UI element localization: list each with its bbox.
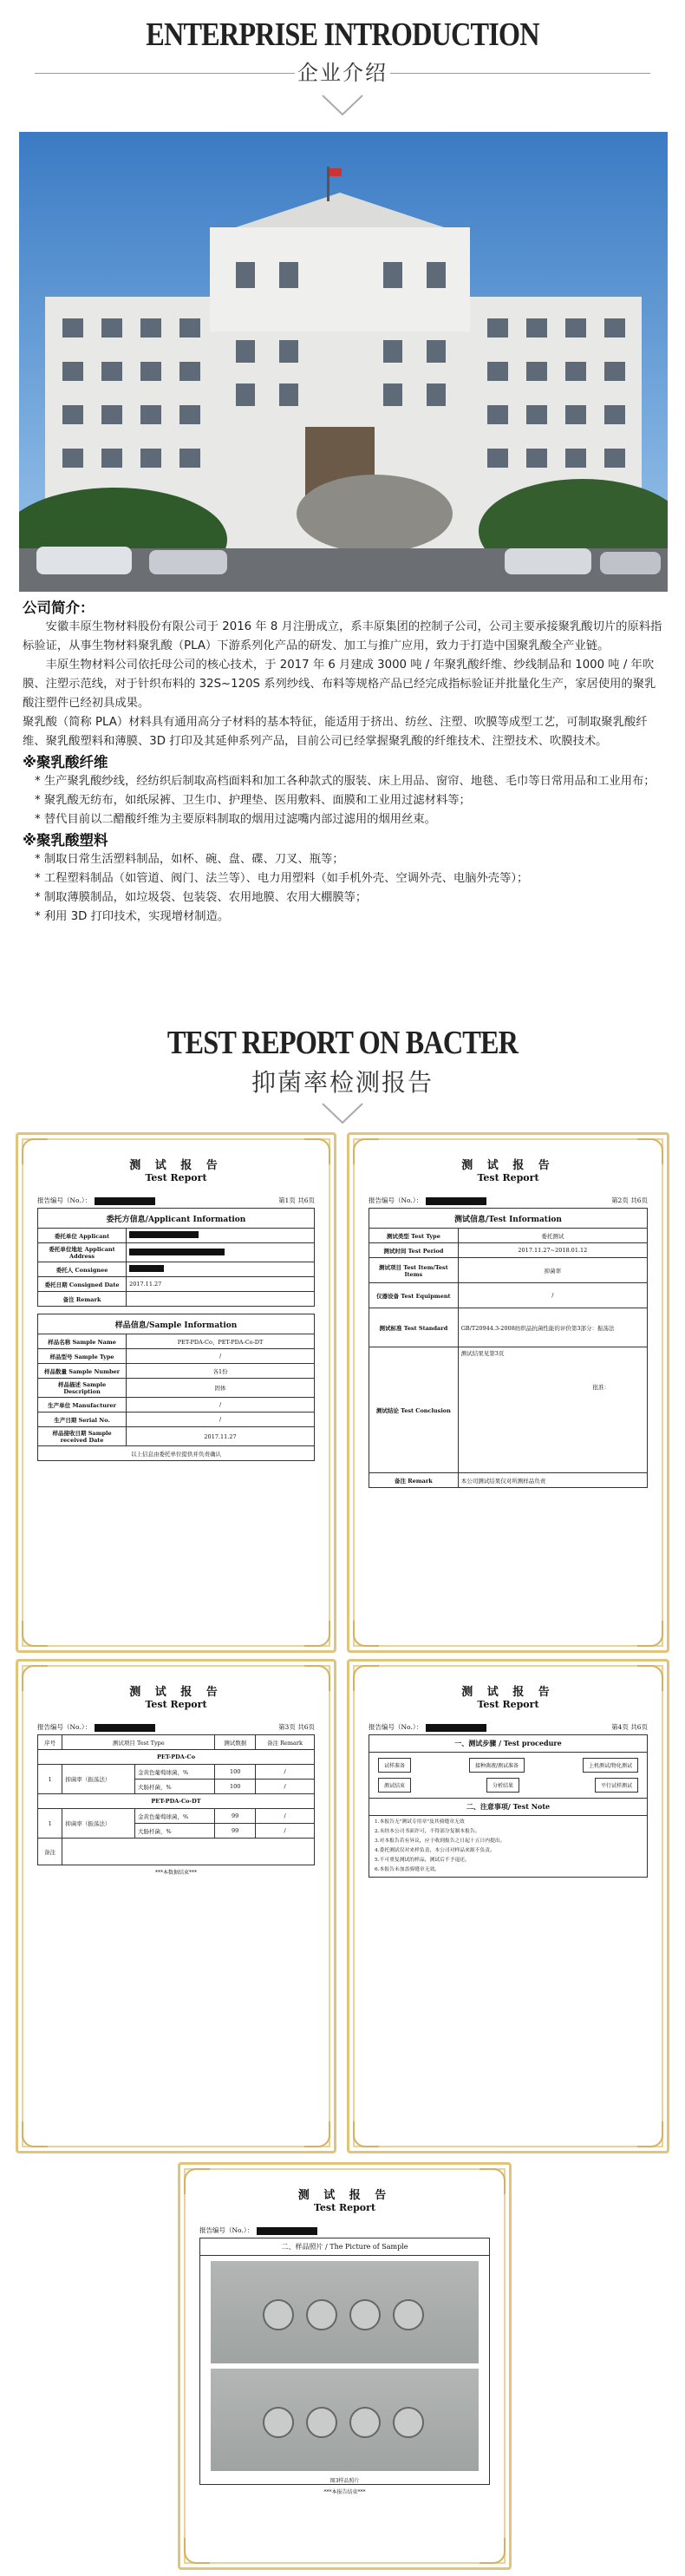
sample-photo-1 (211, 2261, 479, 2363)
table-footer: 以上信息由委托单位提供并负责确认 (38, 1446, 315, 1461)
report-title: 测 试 报 告 (461, 1159, 555, 1172)
fiber-heading: ※聚乳酸纤维 (23, 754, 108, 770)
end-of-report: ***本报告结束*** (323, 2489, 366, 2495)
row-label: 样品数量 Sample Number (38, 1364, 127, 1379)
row-label: 委托单位地址 Applicant Address (38, 1243, 127, 1262)
flow-step: 测试结束 (378, 1778, 411, 1793)
row-label: 样品名称 Sample Name (38, 1334, 127, 1349)
divider-left (35, 73, 295, 74)
consigned-date: 2017.11.27 (127, 1277, 315, 1292)
fiber-item: * 替代目前以二醋酸纤维为主要原料制取的烟用过滤嘴内部过滤用的烟用丝束。 (35, 813, 436, 826)
intro-paragraph-3: 聚乳酸（简称 PLA）材料具有通用高分子材料的基本特征，能适用于挤出、纺丝、注塑、吹膜等成型工艺，可制取聚乳酸纤维、聚乳酸塑料和薄膜、3D 打印及其延伸系列产品，目前公司已经掌握聚乳酸的纤维技术、注塑技术、吹膜技术。 (23, 716, 648, 748)
results-table: 序号 测试项目 Test Type 测试数据 备注 Remark PET-PDA-Co 1 抑菌率（振荡法） 金黄色葡萄球菌，% 100 / 大肠杆菌，% 100 / PET-PDA-Co-DT 1 抑菌率（振荡法） 金黄色葡萄球菌，% 99 / 大肠杆菌，% 99 / 备注 (37, 1734, 315, 1865)
report-number-label: 报告编号（No.）： (37, 1196, 92, 1204)
enterprise-title-cn: 企业介绍 (297, 61, 388, 85)
remark-value: 本公司测试结果仅对所测样品负责 (458, 1473, 647, 1488)
report-subtitle: Test Report (313, 2202, 376, 2213)
row-label: 测试时间 Test Period (369, 1243, 459, 1258)
row-value: 固体 (127, 1379, 315, 1398)
test-item: 抑菌率（振荡法） (62, 1765, 135, 1794)
report-title: 测 试 报 告 (297, 2189, 392, 2202)
row-label: 测试项目 Test Item/Test Items (369, 1258, 459, 1283)
page-number: 第4页 共6页 (611, 1723, 648, 1731)
section-report-title (0, 1024, 685, 1098)
sample-photo-2 (211, 2369, 479, 2471)
test-value: 100 (215, 1780, 256, 1794)
col-header: 备注 Remark (256, 1735, 315, 1750)
report-subtitle: Test Report (477, 1172, 539, 1183)
report-title: 测 试 报 告 (461, 1686, 555, 1699)
row-value: PET-PDA-Co、PET-PDA-Co-DT (127, 1334, 315, 1349)
row-value: 各1份 (127, 1364, 315, 1379)
intro-heading: 公司简介： (23, 600, 95, 616)
test-info-table: 测试信息/Test Information 测试类型 Test Type 委托测试 测试时间 Test Period 2017.11.27~2018.01.12 测试项目 Test Item/Test Items 抑菌率 仪器设备 Test Equipment / 测试标准 Test Standard GB/T20944.3-2008纺织品抗菌性能的评价第3部分：振荡法 测试结论 Test Conclusion 测试结果见第3页 批准： 备注 Remark 本公司测试结果仅对所测样品负责 (369, 1208, 648, 1488)
conclusion-text: 测试结果见第3页 (460, 1350, 505, 1357)
report-title: 测 试 报 告 (129, 1686, 223, 1699)
row-label: 样品描述 Sample Description (38, 1379, 127, 1398)
note-item: 3.对本报告若有异议，应于收到报告之日起十五日内提出。 (375, 1839, 506, 1844)
remark-label: 备注 (38, 1839, 62, 1865)
row-label: 测试类型 Test Type (369, 1229, 459, 1243)
report-subtitle: Test Report (477, 1699, 539, 1710)
applicant-table (37, 1208, 315, 1307)
col-header: 序号 (38, 1735, 62, 1750)
test-sub-item: 金黄色葡萄球菌，% (134, 1809, 214, 1824)
procedure-title: 一、测试步骤 / Test procedure (369, 1735, 647, 1753)
report-number-label: 报告编号（No.）： (199, 2226, 254, 2234)
row-value: / (127, 1398, 315, 1413)
page-number: 第2页 共6页 (611, 1196, 648, 1204)
end-of-data: ***本数据结束*** (154, 1870, 197, 1876)
plastic-item: * 制取薄膜制品，如垃圾袋、包装袋、农用地膜、农用大棚膜等； (35, 891, 368, 904)
row-value: 委托测试 (458, 1229, 647, 1243)
test-sub-item: 大肠杆菌，% (134, 1824, 214, 1839)
row-value: / (127, 1413, 315, 1427)
report-number-label: 报告编号（No.）： (369, 1723, 423, 1731)
test-info-title: 测试信息/Test Information (369, 1209, 648, 1229)
applicant-section-title: 委托方信息/Applicant Information (38, 1209, 315, 1229)
report-number-label: 报告编号（No.）： (369, 1196, 423, 1204)
note-item: 6.本报告未加盖骑缝章无效。 (375, 1867, 440, 1872)
fiber-item: * 聚乳酸无纺布，如纸尿裤、卫生巾、护理垫、医用敷料、面膜和工业用过滤材料等； (35, 794, 471, 807)
row-value: 2017.11.27 (127, 1427, 315, 1446)
flow-step: 分析结果 (486, 1778, 519, 1793)
flow-step: 试样准备 (378, 1758, 411, 1773)
intro-paragraph-1: 安徽丰原生物材料股份有限公司于 2016 年 8 月注册成立，系丰原集团的控制子公司，公司主要承接聚乳酸切片的原料指标验证，从事生物材料聚乳酸（PLA）下游系列化产品的研发、加工与推广应用，致力于打造中国聚乳酸全产业链。 (23, 620, 662, 652)
sample-picture-title: 二、样品照片 / The Picture of Sample (200, 2238, 489, 2256)
report-page-2 (347, 1132, 669, 1653)
row-label: 样品型号 Sample Type (38, 1349, 127, 1364)
divider-right (390, 73, 650, 74)
report-title-cn: 抑菌率检测报告 (251, 1068, 434, 1097)
sample-table (37, 1314, 315, 1461)
test-value: 100 (215, 1765, 256, 1780)
enterprise-title-en: ENTERPRISE INTRODUCTION (146, 16, 539, 53)
sample-group: PET-PDA-Co-DT (38, 1794, 315, 1809)
notes-list (369, 1816, 647, 1877)
row-label: 测试结论 Test Conclusion (369, 1347, 459, 1473)
photo-caption: 图3样品照片 (329, 2478, 360, 2484)
row-value: GB/T20944.3-2008纺织品抗菌性能的评价第3部分：振荡法 (458, 1308, 647, 1347)
flow-step: 平行试样测试 (595, 1778, 638, 1793)
test-value: 99 (215, 1809, 256, 1824)
report-subtitle: Test Report (145, 1172, 207, 1183)
report-title-en: TEST REPORT ON BACTER (166, 1025, 519, 1061)
sample-group: PET-PDA-Co (38, 1750, 315, 1765)
test-sub-item: 大肠杆菌，% (134, 1780, 214, 1794)
sample-section-title: 样品信息/Sample Information (38, 1314, 315, 1334)
row-value: / (127, 1349, 315, 1364)
plastic-item: * 制取日常生活塑料制品，如杯、碗、盘、碟、刀叉、瓶等； (35, 853, 344, 866)
plastic-item: * 利用 3D 打印技术，实现增材制造。 (35, 910, 230, 923)
report-page-1 (16, 1132, 336, 1653)
report-page-3 (16, 1659, 336, 2153)
row-label: 委托单位 Applicant (38, 1229, 127, 1243)
note-item: 5.不可重复测试的样品，测试后不予退还。 (375, 1858, 470, 1863)
note-item: 4.委托测试仅对来样负责，本公司对样品来源不负责。 (375, 1848, 495, 1853)
report-number-label: 报告编号（No.）： (37, 1723, 92, 1731)
row-label: 委托日期 Consigned Date (38, 1277, 127, 1292)
test-sub-item: 金黄色葡萄球菌，% (134, 1765, 214, 1780)
page-number: 第1页 共6页 (278, 1196, 315, 1204)
fiber-item: * 生产聚乳酸纱线，经纺织后制取高档面料和加工各种款式的服装、床上用品、窗帘、地毯、毛巾等日常用品和工业用布； (35, 775, 656, 788)
page-number: 第3页 共6页 (278, 1723, 315, 1731)
note-item: 2.未经本公司书面许可，不得部分复制本报告。 (375, 1829, 480, 1834)
chevron-down-icon (321, 92, 364, 118)
plastic-item: * 工程塑料制品（如管道、阀门、法兰等）、电力用塑料（如手机外壳、空调外壳、电脑外壳等）； (35, 872, 529, 885)
note-title: 二、注意事项/ Test Note (369, 1798, 647, 1816)
row-label: 生产单位 Manufacturer (38, 1398, 127, 1413)
row-label: 备注 Remark (38, 1292, 127, 1307)
row-label: 仪器设备 Test Equipment (369, 1283, 459, 1308)
report-page-4 (347, 1659, 669, 2153)
intro-paragraph-2: 丰原生物材料公司依托母公司的核心技术，于 2017 年 6 月建成 3000 吨 / 年聚乳酸纤维、纱线制品和 1000 吨 / 年吹膜、注塑示范线，对于针织布料的 32S~120S 系列纱线、布料等规格产品已经完成指标验证并批量化生产，家居使用的聚乳酸注塑件已经初具成果。 (23, 659, 656, 710)
col-header: 测试项目 Test Type (62, 1735, 215, 1750)
plastic-heading: ※聚乳酸塑料 (23, 832, 108, 849)
approval-label: 批准： (592, 1384, 610, 1391)
row-value: 抑菌率 (458, 1258, 647, 1283)
chevron-down-icon (321, 1100, 364, 1126)
report-page-5 (178, 2162, 512, 2570)
test-value: 99 (215, 1824, 256, 1839)
test-item: 抑菌率（振荡法） (62, 1809, 135, 1839)
note-item: 1.本报告无"测试专用章"及其骑缝章无效 (375, 1819, 465, 1825)
report-title: 测 试 报 告 (129, 1159, 223, 1172)
flow-step: 上机测试/物化测试 (583, 1758, 638, 1773)
col-header: 测试数据 (215, 1735, 256, 1750)
flow-step: 接种菌液/测试准备 (469, 1758, 525, 1773)
company-intro (23, 599, 664, 927)
section-enterprise-title (0, 16, 685, 86)
company-building-photo (19, 132, 668, 592)
row-label: 样品接收日期 Sample received Date (38, 1427, 127, 1446)
row-value: / (458, 1283, 647, 1308)
row-label: 委托人 Consignee (38, 1262, 127, 1277)
row-value: 2017.11.27~2018.01.12 (458, 1243, 647, 1258)
row-label: 测试标准 Test Standard (369, 1308, 459, 1347)
report-subtitle: Test Report (145, 1699, 207, 1710)
row-label: 生产日期 Serial No. (38, 1413, 127, 1427)
